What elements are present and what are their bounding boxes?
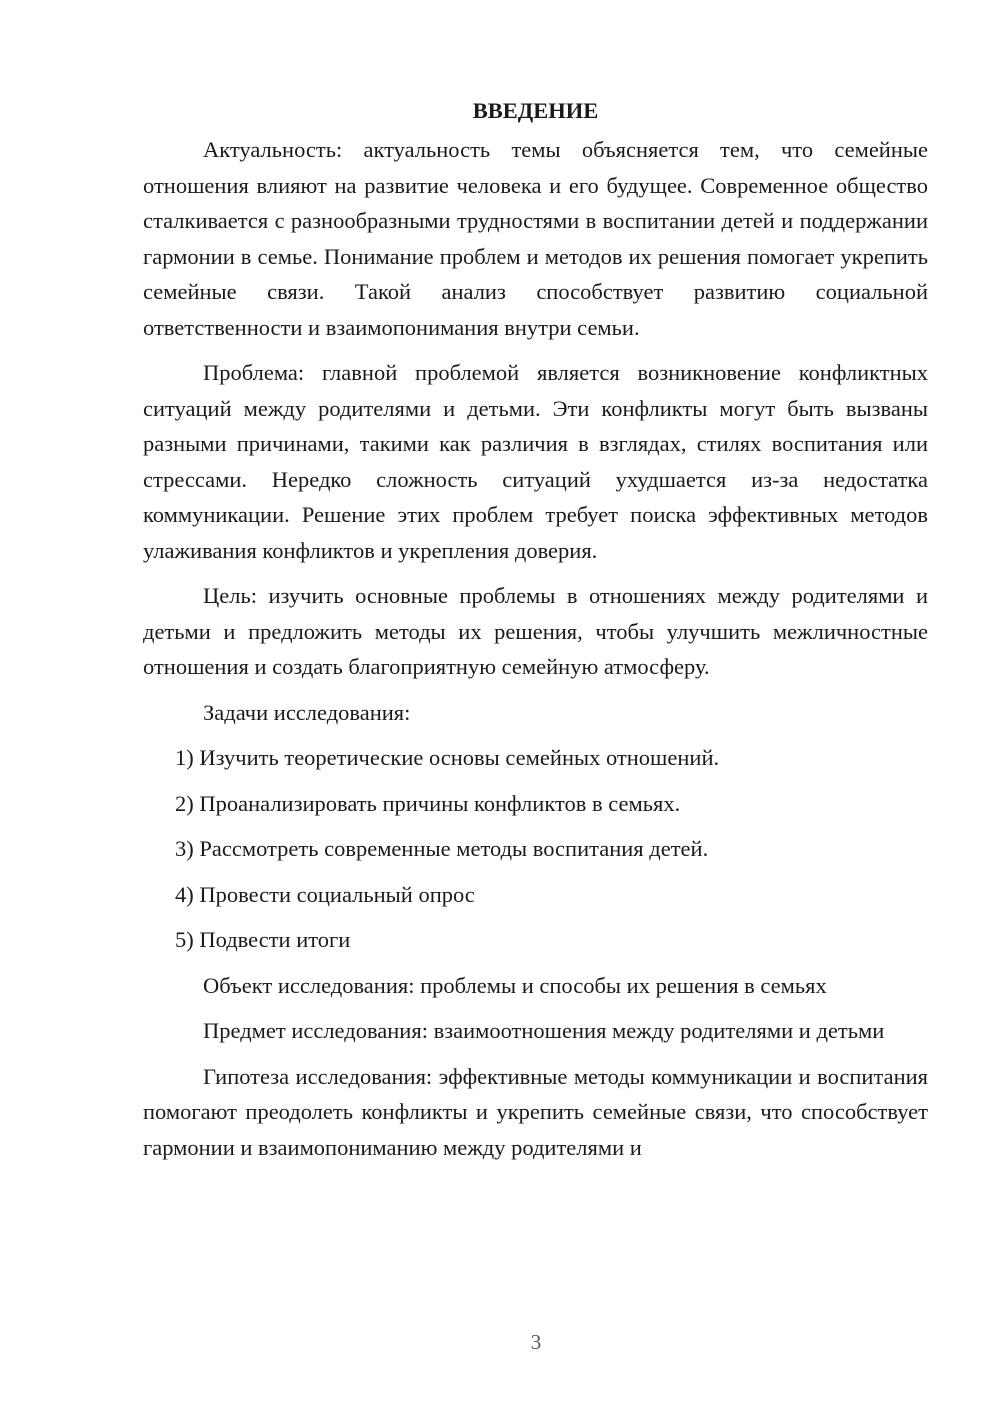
task-item-2: 2) Проанализировать причины конфликтов в семьях. <box>175 790 681 816</box>
page-number: 3 <box>530 1330 542 1354</box>
page-content <box>143 92 928 1165</box>
object-paragraph: Объект исследования: проблемы и способы их решения в семьях <box>203 972 827 998</box>
task-item-5: 5) Подвести итоги <box>175 927 351 952</box>
task-item-3: 3) Рассмотреть современные методы воспитания детей. <box>175 836 709 861</box>
tasks-list <box>143 740 928 958</box>
problem-paragraph: Проблема: главной проблемой является возникновение конфликтных ситуаций между родителями и детьми. Эти конфликты могут быть вызваны разными причинами, такими как различия в взглядах, стилях воспитания или стрессами. Нередко сложность ситуаций ухудшается из-за недостатка коммуникации. Решение этих проблем требует поиска эффективных методов улаживания конфликтов и укрепления доверия. <box>143 360 928 563</box>
goal-paragraph: Цель: изучить основные проблемы в отношениях между родителями и детьми и предложить методы их решения, чтобы улучшить межличностные отношения и создать благоприятную семейную атмосферу. <box>143 583 928 679</box>
hypothesis-paragraph: Гипотеза исследования: эффективные методы коммуникации и воспитания помогают преодолеть конфликты и укрепить семейные связи, что способствует гармонии и взаимопониманию между родителями и <box>143 1063 928 1160</box>
task-item-4: 4) Провести социальный опрос <box>175 881 475 907</box>
section-title: ВВЕДЕНИЕ <box>472 98 599 123</box>
relevance-paragraph: Актуальность: актуальность темы объясняется тем, что семейные отношения влияют на развитие человека и его будущее. Современное общество сталкивается с разнообразными трудностями в воспитании детей и поддержании гармонии в семье. Понимание проблем и методов их решения помогает укрепить семейные связи. Такой анализ способствует развитию социальной ответственности и взаимопонимания внутри семьи. <box>143 137 928 340</box>
task-item-1: 1) Изучить теоретические основы семейных отношений. <box>175 745 720 770</box>
subject-paragraph: Предмет исследования: взаимоотношения между родителями и детьми <box>203 1018 885 1043</box>
tasks-heading: Задачи исследования: <box>203 699 411 725</box>
